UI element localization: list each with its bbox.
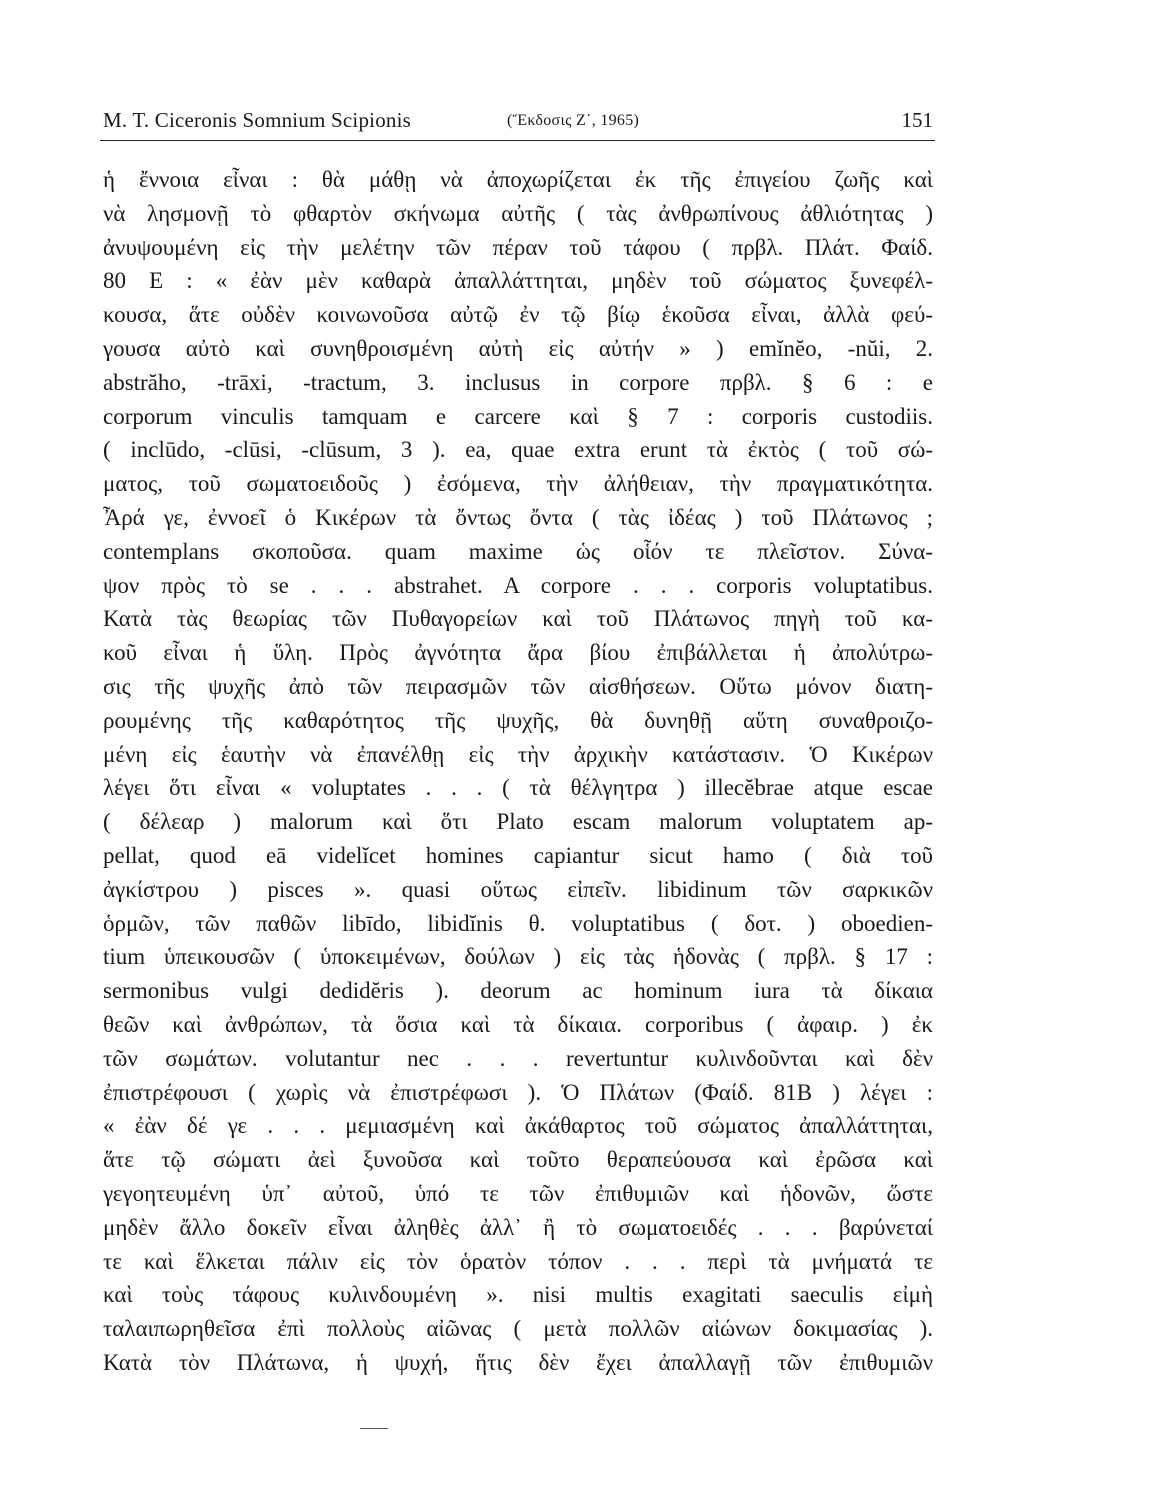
- commentary-text: [103, 163, 933, 1380]
- text-line: sermonibus vulgi dedidĕris ). deorum ac hominum iura τὰ δίκαια: [103, 978, 933, 1004]
- text-line: contemplans σκοποῦσα. quam maxime ὡς οἷόν τε πλεῖστον. Σύνα-: [103, 538, 933, 564]
- text-line: καὶ τοὺς τάφους κυλινδουμένη ». nisi multis exagitati saeculis εἰμὴ: [103, 1282, 933, 1308]
- text-line: τε καὶ ἕλκεται πάλιν εἰς τὸν ὁρατὸν τόπον . . . περὶ τὰ μνήματά τε: [103, 1248, 933, 1274]
- text-line: ἀγκίστρου ) pisces ». quasi οὕτως εἰπεῖν. libidinum τῶν σαρκικῶν: [103, 876, 933, 902]
- text-line: κουσα, ἅτε οὐδὲν κοινωνοῦσα αὐτῷ ἐν τῷ βίῳ ἑκοῦσα εἶναι, ἀλλὰ φεύ-: [103, 302, 933, 328]
- text-line: ἅτε τῷ σώματι ἀεὶ ξυνοῦσα καὶ τοῦτο θεραπεύουσα καὶ ἐρῶσα καὶ: [103, 1147, 933, 1173]
- text-line: ἡ ἔννοια εἶναι : θὰ μάθῃ νὰ ἀποχωρίζεται ἐκ τῆς ἐπιγείου ζωῆς καὶ: [103, 167, 933, 192]
- text-line: νὰ λησμονῇ τὸ φθαρτὸν σκήνωμα αὐτῆς ( τὰς ἀνθρωπίνους ἀθλιότητας ): [103, 200, 933, 226]
- text-line: κοῦ εἶναι ἡ ὕλη. Πρὸς ἀγνότητα ἄρα βίου ἐπιβάλλεται ἡ ἀπολύτρω-: [103, 640, 933, 666]
- header-title: M. T. Ciceronis Somnium Scipionis: [103, 108, 412, 132]
- text-line: τῶν σωμάτων. volutantur nec . . . revertuntur κυλινδοῦνται καὶ δὲν: [103, 1045, 933, 1071]
- text-line: tium ὑπεικουσῶν ( ὑποκειμένων, δούλων ) εἰς τὰς ἡδονὰς ( πρβλ. § 17 :: [103, 944, 933, 970]
- text-line: ματος, τοῦ σωματοειδοῦς ) ἐσόμενα, τὴν ἀλήθειαν, τὴν πραγματικότητα.: [103, 471, 933, 497]
- text-line: Κατὰ τὸν Πλάτωνα, ἡ ψυχή, ἥτις δὲν ἔχει ἀπαλλαγῇ τῶν ἐπιθυμιῶν: [103, 1349, 933, 1375]
- text-line: pellat, quod eā videlĭcet homines capiantur sicut hamo ( διὰ τοῦ: [103, 842, 933, 868]
- text-line: « ἐὰν δέ γε . . . μεμιασμένη καὶ ἀκάθαρτος τοῦ σώματος ἀπαλλάττηται,: [103, 1113, 933, 1139]
- text-line: ταλαιπωρηθεῖσα ἐπὶ πολλοὺς αἰῶνας ( μετὰ πολλῶν αἰώνων δοκιμασίας ).: [103, 1316, 933, 1342]
- footer-rule: [360, 1428, 388, 1429]
- text-line: γεγοητευμένη ὑπ᾿ αὐτοῦ, ὑπό τε τῶν ἐπιθυμιῶν καὶ ἡδονῶν, ὥστε: [103, 1180, 933, 1206]
- header-edition: (Ἔκδοσις Ζ΄, 1965): [507, 112, 640, 129]
- running-header: [100, 98, 935, 141]
- text-line: ἀνυψουμένη εἰς τὴν μελέτην τῶν πέραν τοῦ τάφου ( πρβλ. Πλάτ. Φαίδ.: [103, 234, 933, 260]
- text-line: μένη εἰς ἑαυτὴν νὰ ἐπανέλθῃ εἰς τὴν ἀρχικὴν κατάστασιν. Ὁ Κικέρων: [103, 741, 933, 767]
- text-line: σις τῆς ψυχῆς ἀπὸ τῶν πειρασμῶν τῶν αἰσθήσεων. Οὕτω μόνον διατη-: [103, 673, 933, 699]
- page-number: 151: [901, 108, 933, 132]
- text-line: λέγει ὅτι εἶναι « voluptates . . . ( τὰ θέλγητρα ) illecĕbrae atque escae: [103, 775, 933, 801]
- text-line: 80 E : « ἐὰν μὲν καθαρὰ ἀπαλλάττηται, μηδὲν τοῦ σώματος ξυνεφέλ-: [103, 268, 933, 294]
- text-line: ( inclūdo, -clūsi, -clūsum, 3 ). ea, quae extra erunt τὰ ἐκτὸς ( τοῦ σώ-: [103, 437, 933, 463]
- text-line: γουσα αὐτὸ καὶ συνηθροισμένη αὐτὴ εἰς αὐτήν » ) emĭnĕo, -nŭi, 2.: [103, 335, 933, 361]
- text-line: θεῶν καὶ ἀνθρώπων, τὰ ὅσια καὶ τὰ δίκαια. corporibus ( ἀφαιρ. ) ἐκ: [103, 1011, 933, 1037]
- text-line: ὁρμῶν, τῶν παθῶν libīdo, libidĭnis θ. voluptatibus ( δοτ. ) oboedien-: [103, 910, 933, 936]
- text-line: ἐπιστρέφουσι ( χωρὶς νὰ ἐπιστρέφωσι ). Ὁ Πλάτων (Φαίδ. 81B ) λέγει :: [103, 1079, 933, 1105]
- text-line: abstrăho, -trāxi, -tractum, 3. inclusus in corpore πρβλ. § 6 : e: [103, 369, 933, 395]
- text-line: corporum vinculis tamquam e carcere καὶ § 7 : corporis custodiis.: [103, 403, 933, 429]
- text-line: Κατὰ τὰς θεωρίας τῶν Πυθαγορείων καὶ τοῦ Πλάτωνος πηγὴ τοῦ κα-: [103, 606, 933, 632]
- text-line: ψον πρὸς τὸ se . . . abstrahet. A corpore . . . corporis voluptatibus.: [103, 572, 933, 598]
- text-line: μηδὲν ἄλλο δοκεῖν εἶναι ἀληθὲς ἀλλ᾿ ἢ τὸ σωματοειδές . . . βαρύνεταί: [103, 1214, 933, 1240]
- text-line: ρουμένης τῆς καθαρότητος τῆς ψυχῆς, θὰ δυνηθῇ αὕτη συναθροιζο-: [103, 707, 933, 733]
- text-line: Ἆρά γε, ἐννοεῖ ὁ Κικέρων τὰ ὄντως ὄντα ( τὰς ἰδέας ) τοῦ Πλάτωνος ;: [103, 504, 933, 530]
- text-line: ( δέλεαρ ) malorum καὶ ὅτι Plato escam malorum voluptatem ap-: [103, 809, 933, 835]
